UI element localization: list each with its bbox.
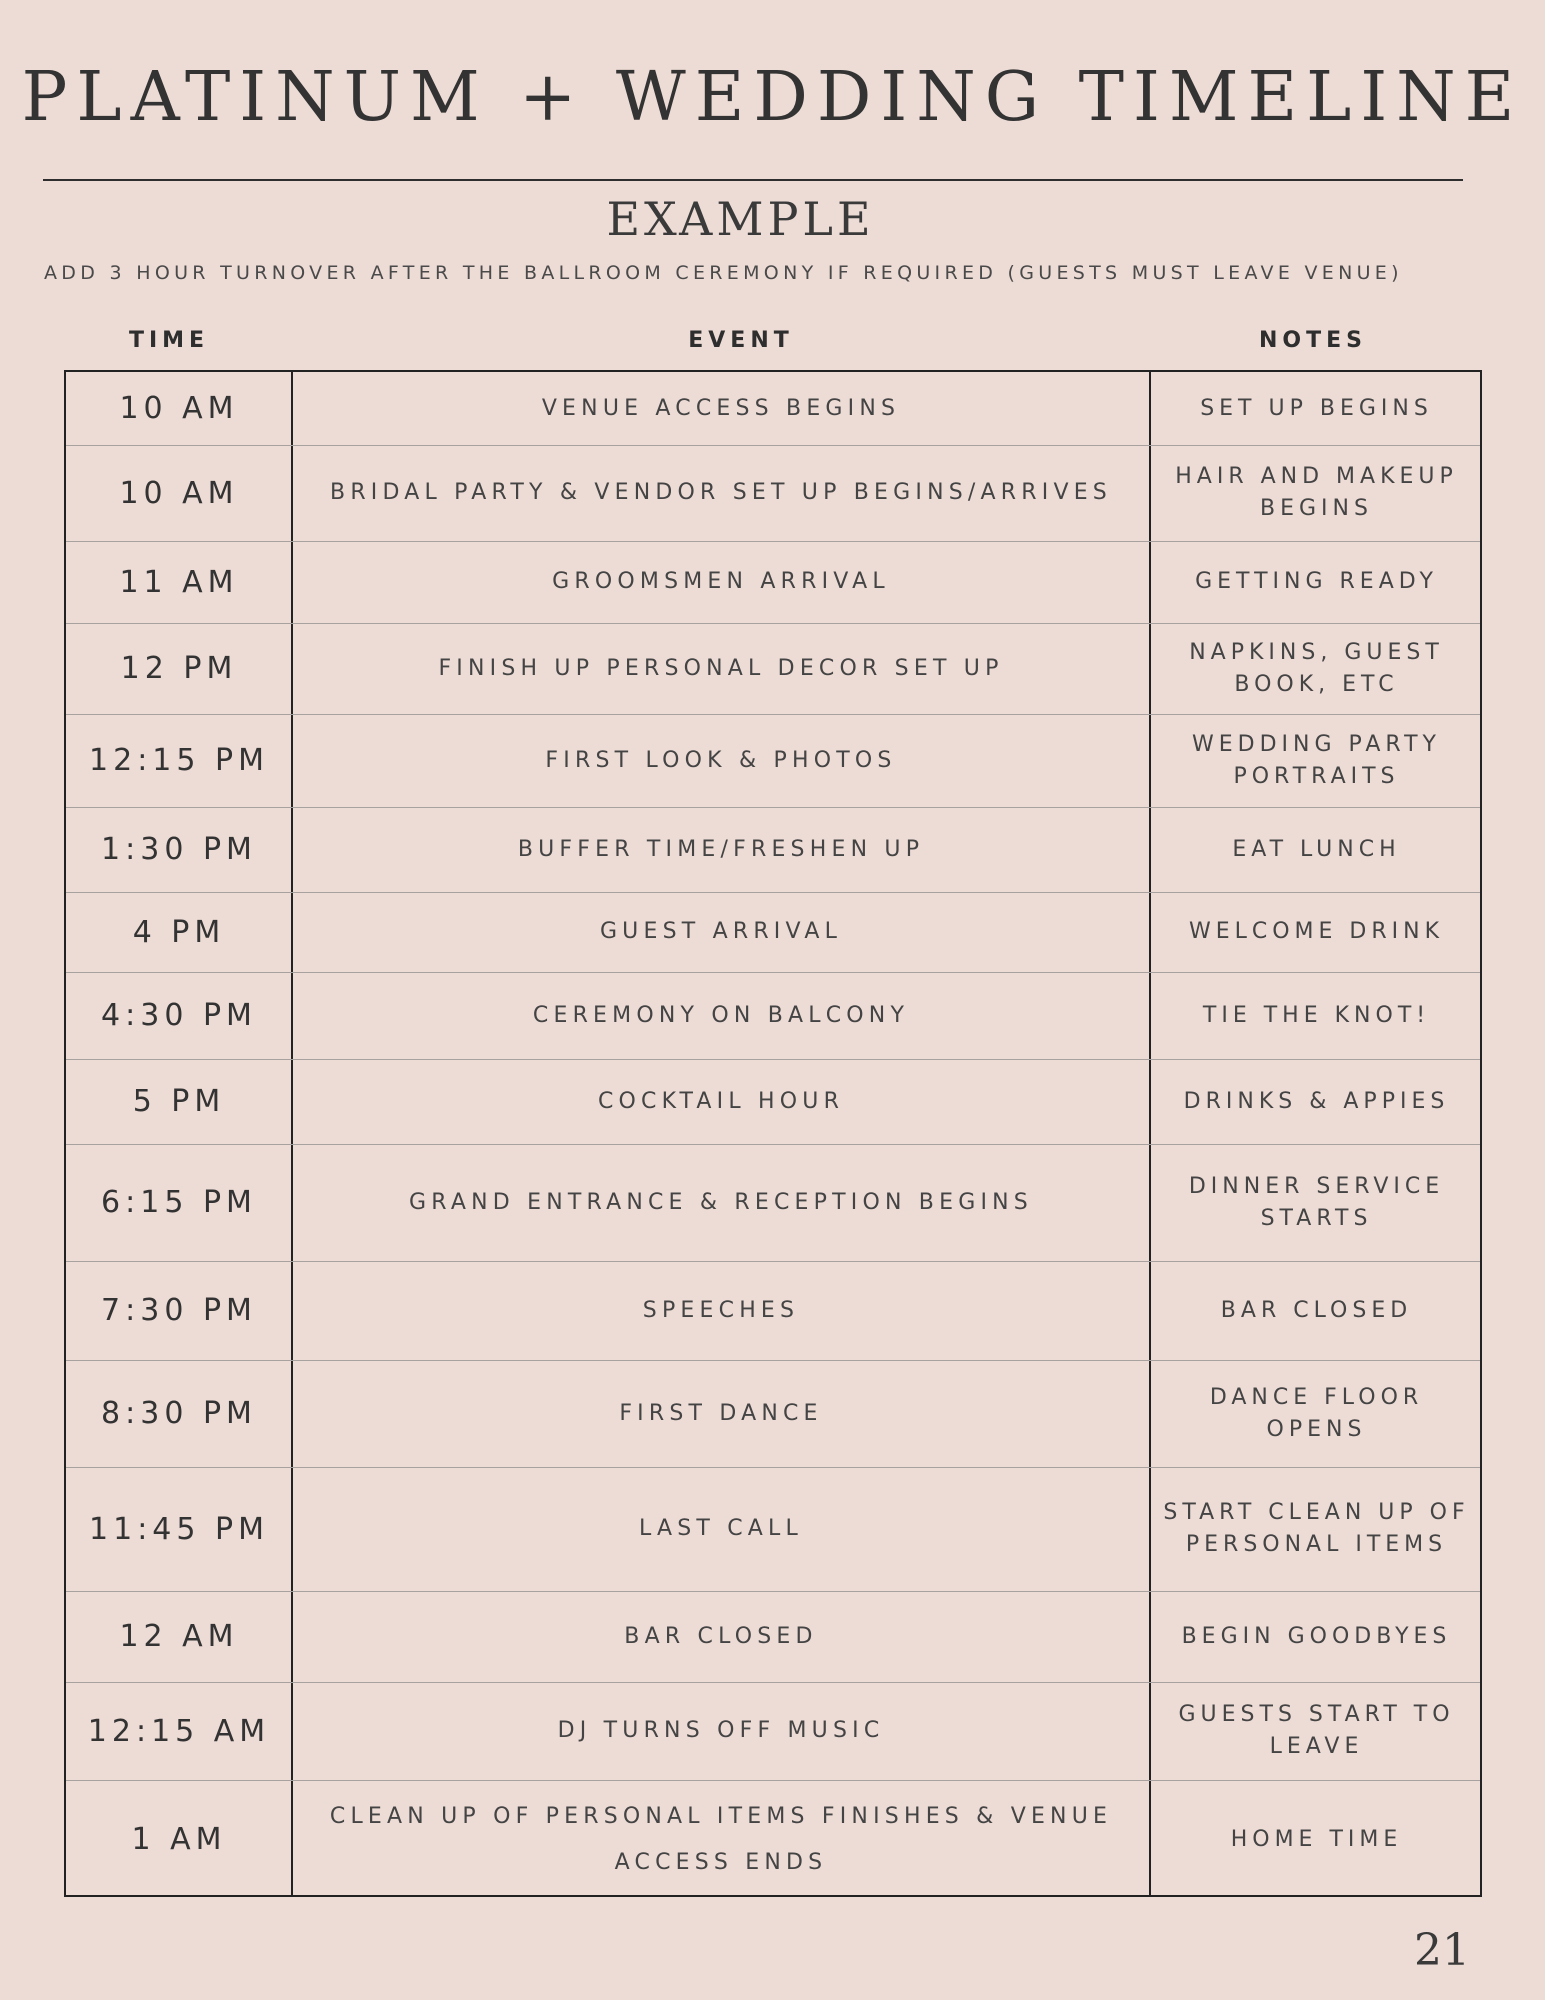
table-row — [66, 445, 1480, 542]
time-cell: 10 AM — [119, 391, 239, 426]
notes-cell: DRINKS & APPIES — [1183, 1088, 1450, 1114]
notes-cell: SET UP BEGINS — [1200, 395, 1433, 421]
subtitle: EXAMPLE — [606, 192, 875, 246]
notes-cell: START CLEAN UP OF PERSONAL ITEMS — [1163, 1500, 1470, 1557]
table-row — [66, 1591, 1480, 1683]
table-row — [66, 892, 1480, 973]
event-cell: CEREMONY ON BALCONY — [532, 1002, 910, 1028]
time-cell: 12 PM — [120, 651, 238, 686]
table-row — [66, 807, 1480, 893]
time-cell: 5 PM — [132, 1084, 226, 1119]
table-row — [66, 623, 1480, 715]
event-cell: SPEECHES — [642, 1297, 800, 1323]
time-cell: 6:15 PM — [101, 1185, 257, 1220]
event-cell: FIRST LOOK & PHOTOS — [545, 747, 897, 773]
notes-cell: BEGIN GOODBYES — [1181, 1623, 1452, 1649]
table-row — [66, 1682, 1480, 1781]
table-row — [66, 372, 1480, 446]
event-cell: COCKTAIL HOUR — [597, 1088, 845, 1114]
table-row — [66, 541, 1480, 624]
notes-cell: WELCOME DRINK — [1188, 919, 1445, 944]
table-row — [66, 1360, 1480, 1468]
column-header-notes: NOTES — [1259, 328, 1367, 353]
notes-cell: HOME TIME — [1230, 1826, 1403, 1852]
turnover-note: ADD 3 HOUR TURNOVER AFTER THE BALLROOM CEREMONY IF REQUIRED (GUESTS MUST LEAVE VENUE) — [44, 262, 1403, 284]
event-cell: BAR CLOSED — [624, 1623, 818, 1649]
notes-cell: NAPKINS, GUEST BOOK, ETC — [1189, 639, 1444, 697]
time-cell: 12:15 AM — [87, 1713, 271, 1749]
notes-cell: EAT LUNCH — [1232, 836, 1401, 862]
event-cell: BUFFER TIME/FRESHEN UP — [517, 836, 925, 862]
timeline-table — [64, 370, 1482, 1897]
notes-cell: DINNER SERVICE STARTS — [1188, 1173, 1445, 1231]
page-title: PLATINUM + WEDDING TIMELINE — [21, 58, 1524, 137]
event-cell: GROOMSMEN ARRIVAL — [552, 569, 890, 594]
event-cell: CLEAN UP OF PERSONAL ITEMS FINISHES & VENUE ACCESS ENDS — [329, 1803, 1113, 1875]
column-header-time: TIME — [128, 328, 210, 353]
time-cell: 1 AM — [131, 1822, 227, 1857]
event-cell: VENUE ACCESS BEGINS — [541, 395, 901, 421]
notes-cell: GETTING READY — [1195, 569, 1438, 594]
time-cell: 4:30 PM — [101, 998, 257, 1033]
notes-cell: WEDDING PARTY PORTRAITS — [1192, 731, 1441, 789]
table-row — [66, 1467, 1480, 1592]
time-cell: 8:30 PM — [101, 1396, 257, 1431]
event-cell: BRIDAL PARTY & VENDOR SET UP BEGINS/ARRIVES — [330, 480, 1112, 505]
table-row — [66, 972, 1480, 1060]
time-cell: 12:15 PM — [89, 743, 269, 778]
event-cell: GRAND ENTRANCE & RECEPTION BEGINS — [409, 1189, 1033, 1215]
event-cell: DJ TURNS OFF MUSIC — [557, 1718, 885, 1743]
time-cell: 10 AM — [119, 475, 239, 511]
event-cell: GUEST ARRIVAL — [599, 919, 843, 944]
event-cell: LAST CALL — [639, 1516, 803, 1541]
notes-cell: HAIR AND MAKEUP BEGINS — [1175, 464, 1458, 521]
time-cell: 11 AM — [119, 564, 239, 600]
title-divider — [43, 179, 1463, 181]
table-row — [66, 714, 1480, 808]
table-row — [66, 1780, 1480, 1899]
column-header-event: EVENT — [688, 328, 794, 353]
time-cell: 7:30 PM — [101, 1293, 257, 1328]
notes-cell: DANCE FLOOR OPENS — [1209, 1384, 1424, 1442]
table-row — [66, 1144, 1480, 1262]
time-cell: 12 AM — [119, 1619, 239, 1654]
page-number: 21 — [1414, 1925, 1470, 1976]
notes-cell: GUESTS START TO LEAVE — [1178, 1702, 1455, 1759]
table-row — [66, 1261, 1480, 1361]
event-cell: FINISH UP PERSONAL DECOR SET UP — [438, 655, 1004, 681]
time-cell: 4 PM — [132, 914, 226, 950]
time-cell: 1:30 PM — [101, 832, 257, 867]
time-cell: 11:45 PM — [89, 1511, 269, 1547]
table-row — [66, 1059, 1480, 1145]
notes-cell: BAR CLOSED — [1220, 1297, 1413, 1323]
event-cell: FIRST DANCE — [619, 1400, 823, 1426]
notes-cell: TIE THE KNOT! — [1202, 1002, 1431, 1028]
